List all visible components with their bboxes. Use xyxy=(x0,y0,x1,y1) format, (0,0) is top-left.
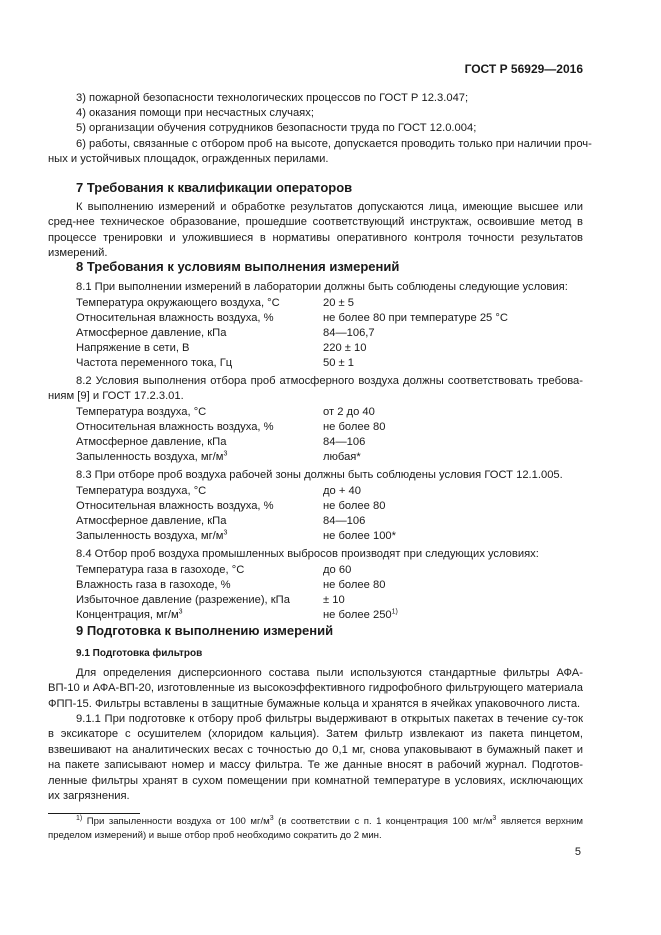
condition-value: до 60 xyxy=(323,564,352,576)
condition-value xyxy=(323,608,398,623)
condition-label: Напряжение в сети, В xyxy=(76,342,190,354)
dust-unit-sup: 3 xyxy=(223,529,228,537)
footnote-text-3: является верхним пределом измерений) и выше отбор проб необходимо сократить до 2 мин. xyxy=(48,816,583,841)
condition-row xyxy=(76,450,596,465)
footnote-text-2: (в соответствии с п. 1 концентрация 100 мг/м xyxy=(273,816,493,827)
condition-row xyxy=(76,405,596,420)
list-item-5: 5) организации обучения сотрудников безопасности труда по ГОСТ 12.0.004; xyxy=(76,122,477,134)
condition-value: 84—106 xyxy=(323,515,366,527)
condition-row xyxy=(76,578,596,593)
condition-value: не более 80 при температуре 25 °С xyxy=(323,312,508,324)
section-9-1-paragraph xyxy=(48,666,583,712)
condition-value: 84—106 xyxy=(323,436,366,448)
condition-row xyxy=(76,311,596,326)
footnote-divider xyxy=(48,813,140,814)
condition-value: 20 ± 5 xyxy=(323,297,355,309)
condition-label: Температура окружающего воздуха, °С xyxy=(76,297,280,309)
footnote xyxy=(48,815,583,843)
condition-row xyxy=(76,514,596,529)
condition-value: от 2 до 40 xyxy=(323,406,375,418)
condition-label: Относительная влажность воздуха, % xyxy=(76,500,274,512)
condition-value: не более 80 xyxy=(323,421,386,433)
condition-label: Влажность газа в газоходе, % xyxy=(76,579,231,591)
concentration-unit-sup: 3 xyxy=(178,608,183,616)
condition-label: Атмосферное давление, кПа xyxy=(76,327,227,339)
footnote-ref: 1) xyxy=(391,608,398,616)
condition-row xyxy=(76,608,596,623)
section-9-heading: 9 Подготовка к выполнению измерений xyxy=(76,623,334,638)
footnote-mark: 1) xyxy=(76,814,83,822)
list-item-6-line1: 6) работы, связанные с отбором проб на высоте, допускается проводить только при наличии проч- xyxy=(76,138,592,150)
condition-label: Температура газа в газоходе, °С xyxy=(76,564,245,576)
section-9-1-text: Для определения дисперсионного состава пыли используются стандартные фильтры АФА-ВП-10 и АФА-ВП-20, изготовленные из высокоэффективного гидрофобного фильтрующего материала ФПП-15. Фильтры вставлены в защитные бумажные кольца и хранятся в ячейках упаковочного листа. xyxy=(48,667,583,710)
document-header-gost: ГОСТ Р 56929—2016 xyxy=(464,62,583,76)
condition-row xyxy=(76,420,596,435)
condition-label: Относительная влажность воздуха, % xyxy=(76,312,274,324)
condition-row xyxy=(76,326,596,341)
dust-label: Запыленность воздуха, мг/м xyxy=(76,451,224,463)
clause-8-4: 8.4 Отбор проб воздуха промышленных выбросов производят при следующих условиях: xyxy=(76,548,539,560)
clause-8-1: 8.1 При выполнении измерений в лаборатории должны быть соблюдены следующие условия: xyxy=(76,281,568,293)
condition-label: Атмосферное давление, кПа xyxy=(76,515,227,527)
condition-value: ± 10 xyxy=(323,594,345,606)
dust-unit-sup: 3 xyxy=(223,450,228,458)
condition-label xyxy=(76,608,183,623)
condition-row xyxy=(76,593,596,608)
condition-label: Температура воздуха, °С xyxy=(76,485,207,497)
condition-row xyxy=(76,563,596,578)
condition-value: любая* xyxy=(323,451,361,463)
condition-value: не более 80 xyxy=(323,579,386,591)
condition-label: Относительная влажность воздуха, % xyxy=(76,421,274,433)
concentration-value: не более 250 xyxy=(323,609,392,621)
condition-value: 220 ± 10 xyxy=(323,342,367,354)
condition-label: Температура воздуха, °С xyxy=(76,406,207,418)
condition-label xyxy=(76,450,227,465)
list-item-3: 3) пожарной безопасности технологических процессов по ГОСТ Р 12.3.047; xyxy=(76,92,469,104)
condition-label xyxy=(76,529,227,544)
condition-row xyxy=(76,529,596,544)
clause-8-2-text: 8.2 Условия выполнения отбора проб атмосферного воздуха должны соответствовать требова-ниям [9] и ГОСТ 17.2.3.01. xyxy=(48,375,583,403)
list-item-4: 4) оказания помощи при несчастных случаях; xyxy=(76,107,314,119)
condition-row xyxy=(76,356,596,371)
condition-row xyxy=(76,484,596,499)
condition-row xyxy=(76,341,596,356)
condition-value: 84—106,7 xyxy=(323,327,375,339)
list-item-6-line2: ных и устойчивых площадок, огражденных перилами. xyxy=(48,153,329,165)
condition-value: не более 80 xyxy=(323,500,386,512)
clause-9-1-1-text: 9.1.1 При подготовке к отбору проб фильтры выдерживают в открытых пакетах в течение су-ток в эксикаторе с осушителем (хлоридом кальция). Затем фильтр извлекают из пакета пинцетом, взвешивают на аналитических весах с точностью до 0,1 мг, снова упаковывают в бумажный пакет и на пакете записывают номер и массу фильтра. Те же данные вносят в рабочий журнал. Подготов-ленные фильтры хранят в сухом помещении при комнатной температуре в условиях, исключающих их загрязнения. xyxy=(48,713,583,803)
section-8-heading: 8 Требования к условиям выполнения измерений xyxy=(76,259,400,274)
clause-8-3: 8.3 При отборе проб воздуха рабочей зоны должны быть соблюдены условия ГОСТ 12.1.005. xyxy=(76,469,563,481)
page-number: 5 xyxy=(574,846,581,858)
footnote-sup-1: 3 xyxy=(269,814,274,822)
clause-8-2 xyxy=(48,374,583,405)
footnote-sup-2: 3 xyxy=(492,814,497,822)
section-7-heading: 7 Требования к квалификации операторов xyxy=(76,180,353,195)
condition-row xyxy=(76,296,596,311)
clause-9-1-1 xyxy=(48,712,583,804)
dust-label: Запыленность воздуха, мг/м xyxy=(76,530,224,542)
section-7-text: К выполнению измерений и обработке результатов допускаются лица, имеющие высшее или сред-нее техническое образование, прошедшие соответствующий инструктаж, освоившие метод в процессе тренировки и уложившиеся в нормативы оперативного контроля точности результатов измерений. xyxy=(48,201,583,260)
condition-row xyxy=(76,499,596,514)
condition-label: Частота переменного тока, Гц xyxy=(76,357,233,369)
condition-label: Атмосферное давление, кПа xyxy=(76,436,227,448)
condition-value: 50 ± 1 xyxy=(323,357,355,369)
footnote-text-1: При запыленности воздуха от 100 мг/м xyxy=(86,816,270,827)
subsection-9-1-heading: 9.1 Подготовка фильтров xyxy=(76,648,203,659)
condition-value: до + 40 xyxy=(323,485,361,497)
condition-value: не более 100* xyxy=(323,530,396,542)
condition-label: Избыточное давление (разрежение), кПа xyxy=(76,594,290,606)
section-7-paragraph xyxy=(48,200,583,262)
condition-row xyxy=(76,435,596,450)
concentration-label: Концентрация, мг/м xyxy=(76,609,179,621)
